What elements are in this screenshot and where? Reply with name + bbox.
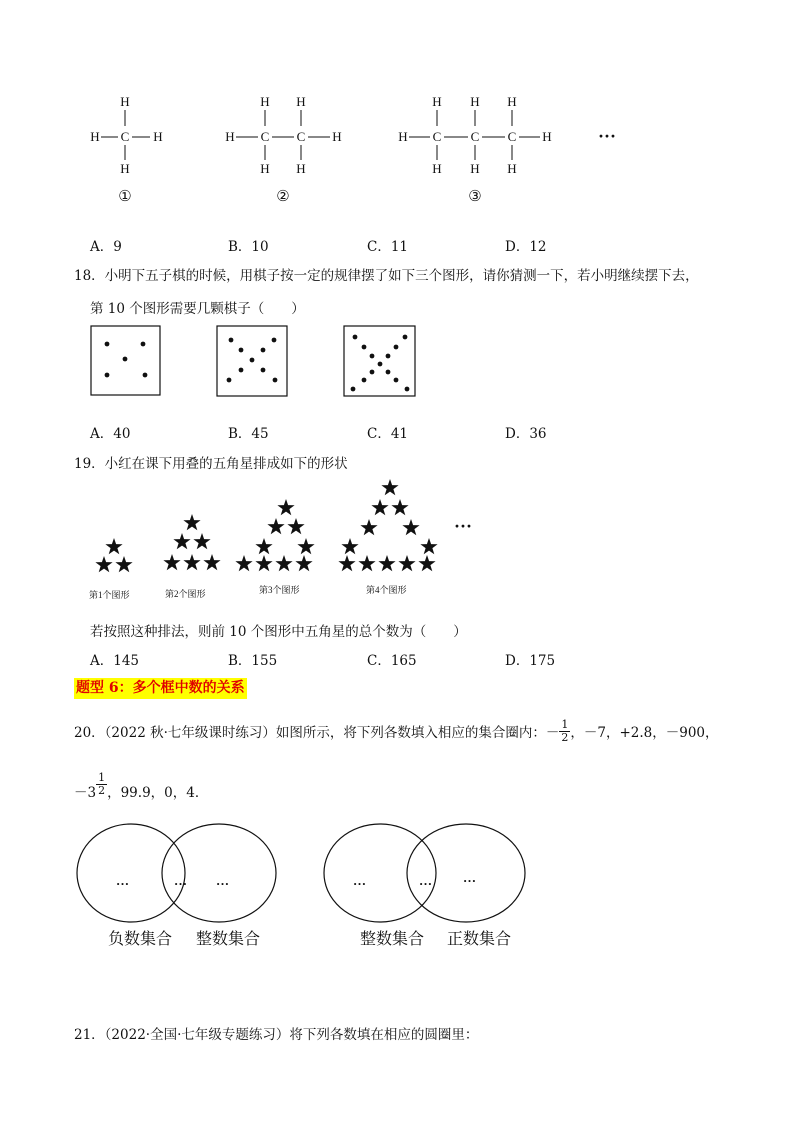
- figure-label-3: 第3个图形: [259, 585, 300, 595]
- carbon-atom-5: C: [470, 129, 480, 144]
- structure-1: [90, 94, 162, 205]
- venn-right-dots-3: …: [463, 870, 476, 885]
- q18-option-a: A．40: [90, 426, 131, 442]
- hydrogen-atom-14: H: [398, 129, 408, 144]
- venn-right-dots-1: …: [353, 873, 366, 888]
- venn-left-dots-3: …: [216, 873, 229, 888]
- q18-option-b: B．45: [228, 426, 269, 442]
- q19-option-b: B．155: [228, 653, 278, 669]
- hydrogen-atom-11: H: [432, 94, 442, 109]
- figure-label-4: 第4个图形: [366, 585, 407, 595]
- venn-label-positive: 正数集合: [447, 931, 512, 948]
- fraction-one-half: $\frac{1}{2}$: [561, 717, 569, 744]
- hydrogen-atom-7: H: [225, 129, 235, 144]
- q17-option-d: D．12: [505, 239, 547, 255]
- venn-left-dots-2: …: [174, 873, 187, 888]
- venn-right-dots-2: …: [419, 873, 432, 888]
- hydrogen-atom-6: H: [296, 94, 306, 109]
- hydrogen-atom-12: H: [470, 94, 480, 109]
- q21-stem: 21．（2022·全国·七年级专题练习）将下列各数填在相应的圆圈里：: [74, 1027, 479, 1043]
- mixed-fraction: $\frac{1}{2}$: [98, 770, 106, 797]
- q18-option-d: D．36: [505, 426, 547, 442]
- q19-option-c: C．165: [367, 653, 417, 669]
- hydrogen-atom-15: H: [542, 129, 552, 144]
- structure-label-1: ①: [118, 189, 132, 205]
- hydrogen-atom-8: H: [332, 129, 342, 144]
- q18-stem-line2: 第 10 个图形需要几颗棋子（ ）: [90, 301, 305, 317]
- star-figure-2: [163, 514, 220, 570]
- hydrogen-atom-2: H: [90, 129, 100, 144]
- star-ellipsis: ···: [453, 516, 473, 536]
- venn-label-integer-right: 整数集合: [360, 931, 425, 948]
- carbon-atom-1: C: [120, 129, 130, 144]
- hydrocarbon-figures: [80, 90, 640, 210]
- hydrogen-atom-16: H: [432, 161, 442, 176]
- hydrogen-atom-13: H: [507, 94, 517, 109]
- venn-diagrams: [70, 820, 540, 950]
- structure-3: [398, 94, 551, 205]
- figure-label-1: 第1个图形: [89, 590, 130, 600]
- figure-label-2: 第2个图形: [165, 589, 206, 599]
- q20-stem-line2: －3 $\frac{1}{2}$ ，99.9，0，4．: [74, 770, 209, 801]
- gomoku-figures: [85, 320, 425, 400]
- star-figures: [85, 475, 485, 605]
- q19-option-d: D．175: [505, 653, 556, 669]
- star-figure-1: [95, 538, 132, 572]
- q17-option-c: C．11: [367, 239, 409, 255]
- hydrogen-atom-17: H: [470, 161, 480, 176]
- hydrogen-atom-3: H: [153, 129, 163, 144]
- q17-option-b: B．10: [228, 239, 269, 255]
- hydrogen-atom-9: H: [260, 161, 270, 176]
- carbon-atom-4: C: [432, 129, 442, 144]
- venn-label-negative: 负数集合: [108, 931, 173, 948]
- structure-label-2: ②: [276, 189, 290, 205]
- hydrogen-atom-10: H: [296, 161, 306, 176]
- carbon-atom-3: C: [296, 129, 306, 144]
- structure-ellipsis: ···: [597, 126, 617, 146]
- hydrogen-atom-18: H: [507, 161, 517, 176]
- q19-stem-line2: 若按照这种排法，则前 10 个图形中五角星的总个数为（ ）: [90, 624, 467, 640]
- carbon-atom-6: C: [507, 129, 517, 144]
- structure-label-3: ③: [468, 189, 482, 205]
- q18-option-c: C．41: [367, 426, 409, 442]
- q17-option-a: A．9: [90, 239, 122, 255]
- q19-option-a: A．145: [90, 653, 140, 669]
- star-figure-4: [338, 479, 437, 571]
- section-title: 题型 6：多个框中数的关系: [74, 677, 247, 697]
- venn-left-dots-1: …: [116, 873, 129, 888]
- q18-stem-line1: 18．小明下五子棋的时候，用棋子按一定的规律摆了如下三个图形，请你猜测一下，若小明继续摆下去，: [74, 268, 699, 284]
- venn-label-integer-left: 整数集合: [196, 931, 261, 948]
- hydrogen-atom-1: H: [120, 94, 130, 109]
- carbon-atom-2: C: [260, 129, 270, 144]
- structure-2: [225, 94, 341, 205]
- hydrogen-atom-5: H: [260, 94, 270, 109]
- q20-stem-line1: 20．（2022 秋·七年级课时练习）如图所示，将下列各数填入相应的集合圈内： － $\frac{1}{2}$ ，－7，+2.8，－900，: [74, 717, 719, 744]
- hydrogen-atom-4: H: [120, 161, 130, 176]
- star-figure-3: [235, 499, 314, 571]
- q19-stem-line1: 19．小红在课下用叠的五角星排成如下的形状: [74, 456, 348, 472]
